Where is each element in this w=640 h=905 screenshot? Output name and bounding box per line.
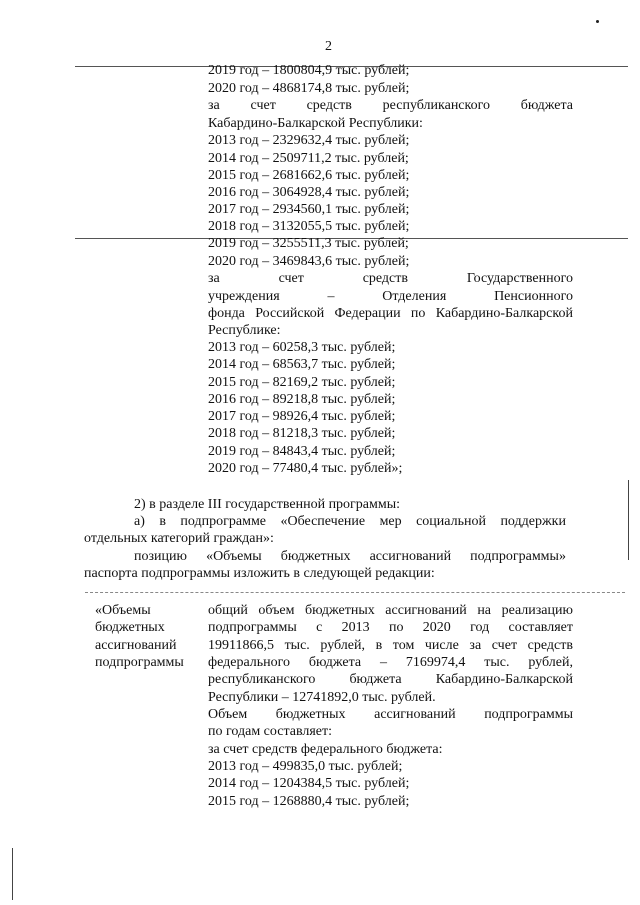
pension-fund-heading: фонда Российской Федерации по Кабардино-Балкарской [208, 306, 573, 321]
amendment-item-a-cont: отдельных категорий граждан»: [84, 531, 274, 546]
pension-year-line: 2017 год – 98926,4 тыс. рублей; [208, 409, 396, 424]
table-right-line: общий объем бюджетных ассигнований на реализацию [208, 603, 573, 618]
pension-year-line: 2016 год – 89218,8 тыс. рублей; [208, 392, 396, 407]
federal-year-line: 2013 год – 499835,0 тыс. рублей; [208, 759, 403, 774]
table-right-line: республиканского бюджета Кабардино-Балкарской [208, 672, 573, 687]
table-left-label: подпрограммы [95, 655, 184, 670]
amendment-item-a: а) в подпрограмме «Обеспечение мер социальной поддержки [134, 514, 566, 529]
republic-year-line: 2020 год – 3469843,6 тыс. рублей; [208, 254, 410, 269]
republic-year-line: 2014 год – 2509711,2 тыс. рублей; [208, 151, 409, 166]
table-right-line: Республики – 12741892,0 тыс. рублей. [208, 690, 436, 705]
scan-speck [596, 20, 599, 23]
federal-year-line: 2015 год – 1268880,4 тыс. рублей; [208, 794, 410, 809]
pension-year-line: 2015 год – 82169,2 тыс. рублей; [208, 375, 396, 390]
page-number: 2 [325, 39, 332, 54]
table-right-line: по годам составляет: [208, 724, 333, 739]
republic-year-line: 2019 год – 3255511,3 тыс. рублей; [208, 236, 409, 251]
table-right-line: за счет средств федерального бюджета: [208, 742, 443, 757]
table-left-label: ассигнований [95, 638, 177, 653]
pension-year-line: 2018 год – 81218,3 тыс. рублей; [208, 426, 396, 441]
pension-fund-heading: учреждения – Отделения Пенсионного [208, 289, 573, 304]
table-right-line: 19911866,5 тыс. рублей, в том числе за счет средств [208, 638, 573, 653]
scan-edge-mark-top [628, 480, 629, 560]
pension-fund-heading-cont: Республике: [208, 323, 281, 338]
republic-budget-heading-cont: Кабардино-Балкарской Республики: [208, 116, 423, 131]
table-right-line: подпрограммы с 2013 по 2020 год составляет [208, 620, 573, 635]
federal-year-line: 2020 год – 4868174,8 тыс. рублей; [208, 81, 410, 96]
pension-year-line: 2019 год – 84843,4 тыс. рублей; [208, 444, 396, 459]
republic-year-line: 2018 год – 3132055,5 тыс. рублей; [208, 219, 410, 234]
republic-year-line: 2015 год – 2681662,6 тыс. рублей; [208, 168, 410, 183]
republic-year-line: 2013 год – 2329632,4 тыс. рублей; [208, 133, 410, 148]
table-right-line: федерального бюджета – 7169974,4 тыс. рублей, [208, 655, 573, 670]
pension-year-line: 2020 год – 77480,4 тыс. рублей»; [208, 461, 403, 476]
scan-line-lower [85, 592, 625, 593]
pension-year-line: 2014 год – 68563,7 тыс. рублей; [208, 357, 396, 372]
amendment-item-2: 2) в разделе III государственной программы: [134, 497, 401, 512]
pension-fund-heading: за счет средств Государственного [208, 271, 573, 286]
position-instruction: позицию «Объемы бюджетных ассигнований подпрограммы» [134, 549, 566, 564]
republic-budget-heading: за счет средств республиканского бюджета [208, 98, 573, 113]
republic-year-line: 2016 год – 3064928,4 тыс. рублей; [208, 185, 410, 200]
table-left-label: «Объемы [95, 603, 151, 618]
federal-year-line: 2019 год – 1800804,9 тыс. рублей; [208, 63, 410, 78]
federal-year-line: 2014 год – 1204384,5 тыс. рублей; [208, 776, 410, 791]
pension-year-line: 2013 год – 60258,3 тыс. рублей; [208, 340, 396, 355]
table-right-line: Объем бюджетных ассигнований подпрограммы [208, 707, 573, 722]
republic-year-line: 2017 год – 2934560,1 тыс. рублей; [208, 202, 410, 217]
position-instruction-cont: паспорта подпрограммы изложить в следующей редакции: [84, 566, 435, 581]
table-left-label: бюджетных [95, 620, 165, 635]
scan-edge-mark-bottom [12, 848, 13, 900]
